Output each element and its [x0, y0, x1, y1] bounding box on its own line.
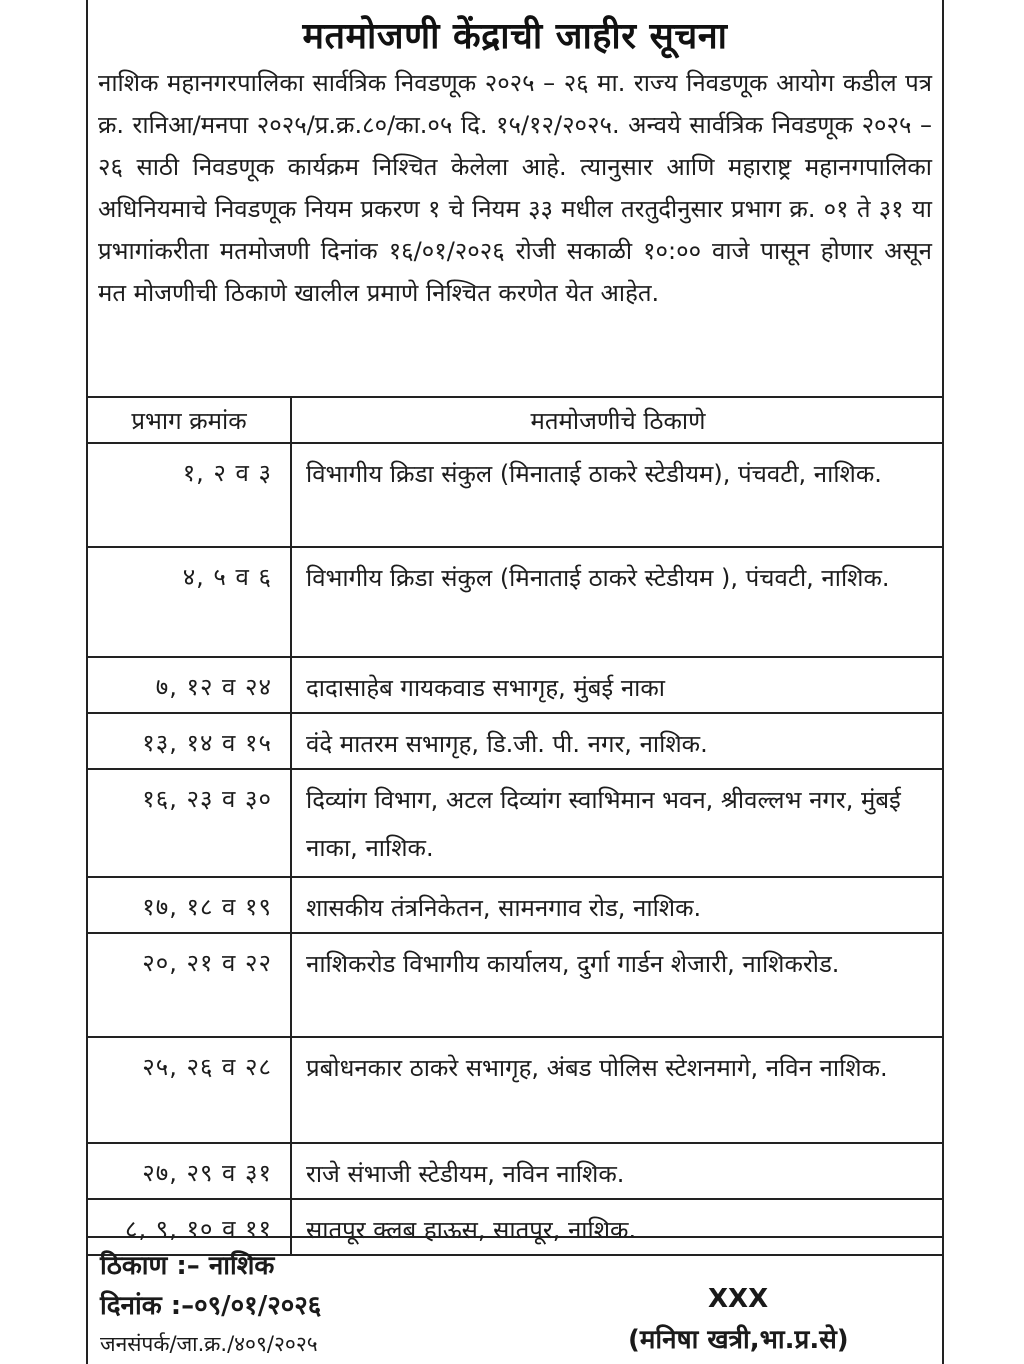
counting-place: नाशिकरोड विभागीय कार्यालय, दुर्गा गार्डन शेजारी, नाशिकरोड. [291, 933, 944, 1037]
signature: XXX [708, 1284, 769, 1314]
ward-numbers: २५, २६ व २८ [88, 1037, 291, 1143]
ward-numbers: ८, ९, १० व ११ [88, 1199, 291, 1255]
ward-numbers: १७, १८ व १९ [88, 877, 291, 933]
notice-intro: नाशिक महानगरपालिका सार्वत्रिक निवडणूक २०२५ – २६ मा. राज्य निवडणूक आयोग कडील पत्र क्र. रानिआ/मनपा २०२५/प्र.क्र.८०/का.०५ दि. १५/१२/२०२५. अन्वये सार्वत्रिक निवडणूक २०२५ – २६ साठी निवडणूक कार्यक्रम निश्चित केलेला आहे. त्यानुसार आणि महाराष्ट्र महानगपालिका अधिनियमाचे निवडणूक नियम प्रकरण १ चे नियम ३३ मधील तरतुदीनुसार प्रभाग क्र. ०१ ते ३१ या प्रभागांकरीता मतमोजणी दिनांक १६/०१/२०२६ रोजी सकाळी १०:०० वाजे पासून होणार असून मत मोजणीची ठिकाणे खालील प्रमाणे निश्चित करणेत येत आहेत. [98, 69, 932, 307]
table-row [88, 877, 944, 933]
counting-place-header: मतमोजणीचे ठिकाणे [291, 397, 944, 443]
table-row [88, 1037, 944, 1143]
counting-place: विभागीय क्रिडा संकुल (मिनाताई ठाकरे स्टेडीयम), पंचवटी, नाशिक. [291, 443, 944, 547]
table-row [88, 769, 944, 877]
counting-place: सातपूर क्लब हाऊस, सातपूर, नाशिक. [291, 1199, 944, 1255]
notice-title: मतमोजणी केंद्राची जाहीर सूचना [302, 16, 728, 57]
ward-numbers: १३, १४ व १५ [88, 713, 291, 769]
counting-place: प्रबोधनकार ठाकरे सभागृह, अंबड पोलिस स्टेशनमागे, नविन नाशिक. [291, 1037, 944, 1143]
counting-place: दादासाहेब गायकवाड सभागृह, मुंबई नाका [291, 657, 944, 713]
ward-number-header: प्रभाग क्रमांक [88, 397, 291, 443]
table-row [88, 713, 944, 769]
ward-numbers: २७, २९ व ३१ [88, 1143, 291, 1199]
table-row [88, 657, 944, 713]
ward-numbers: ४, ५ व ६ [88, 547, 291, 657]
table-row [88, 933, 944, 1037]
counting-place: दिव्यांग विभाग, अटल दिव्यांग स्वाभिमान भवन, श्रीवल्लभ नगर, मुंबई नाका, नाशिक. [291, 769, 944, 877]
ward-numbers: ७, १२ व २४ [88, 657, 291, 713]
table-row [88, 443, 944, 547]
notice-frame [86, 0, 944, 1364]
footer-date: दिनांक :–०९/०१/२०२६ [100, 1291, 322, 1321]
counting-place: वंदे मातरम सभागृह, डि.जी. पी. नगर, नाशिक. [291, 713, 944, 769]
table-row [88, 547, 944, 657]
footer-place: ठिकाण :– नाशिक [100, 1251, 275, 1281]
counting-place: शासकीय तंत्रनिकेतन, सामनगाव रोड, नाशिक. [291, 877, 944, 933]
ward-numbers: १, २ व ३ [88, 443, 291, 547]
table-header-row [88, 397, 944, 443]
counting-place: राजे संभाजी स्टेडीयम, नविन नाशिक. [291, 1143, 944, 1199]
counting-centers-table [88, 396, 944, 1256]
counting-place: विभागीय क्रिडा संकुल (मिनाताई ठाकरे स्टेडीयम ), पंचवटी, नाशिक. [291, 547, 944, 657]
footer-reference: जनसंपर्क/जा.क्र./४०९/२०२५ [100, 1332, 318, 1356]
table-row [88, 1143, 944, 1199]
ward-numbers: १६, २३ व ३० [88, 769, 291, 877]
notice-footer [88, 1236, 942, 1356]
ward-numbers: २०, २१ व २२ [88, 933, 291, 1037]
officer-name: (मनिषा खत्री,भा.प्र.से) [628, 1325, 849, 1355]
